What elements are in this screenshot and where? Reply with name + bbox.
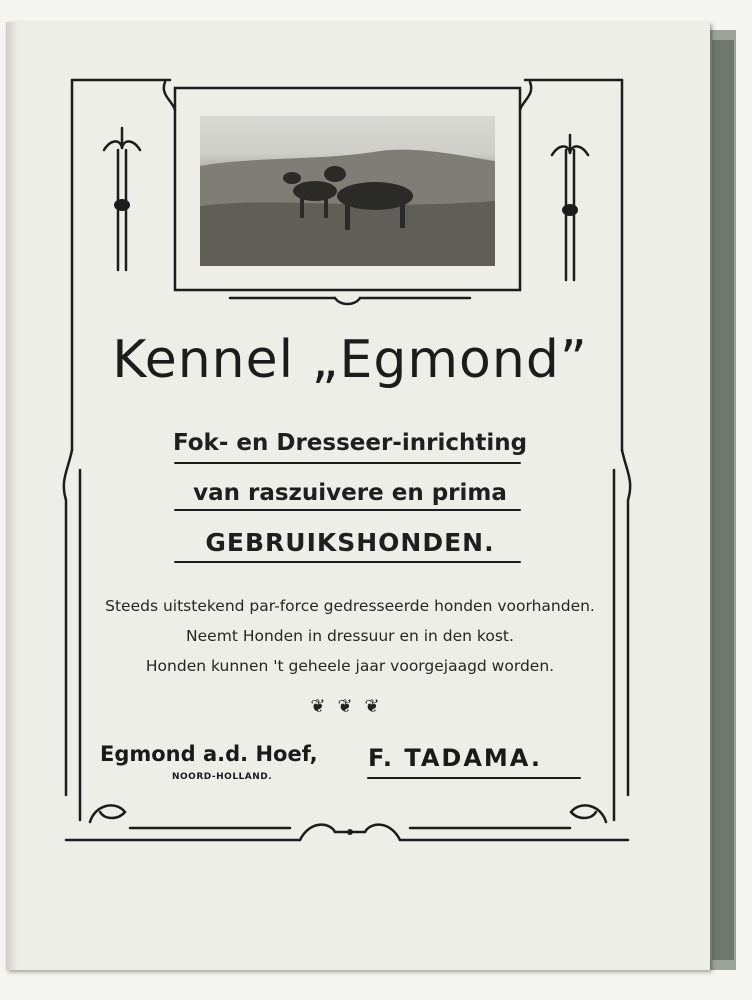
- body-line: Steeds uitstekend par-force gedresseerde honden voorhanden.: [105, 597, 595, 615]
- hunting-dogs-photo: [200, 116, 495, 266]
- subtitle-breeding: Fok- en Dresseer-inrichting: [172, 430, 528, 456]
- address-region: NOORD-HOLLAND.: [172, 772, 273, 782]
- dogs-landscape-illustration: [200, 116, 495, 266]
- body-line: Neemt Honden in dressuur en in den kost.: [186, 627, 514, 645]
- owner-name: F. TADAMA.: [368, 744, 542, 772]
- kennel-title: Kennel „Egmond”: [112, 330, 588, 390]
- subtitle-quality: van raszuivere en prima: [193, 480, 507, 506]
- leaf-ornaments: ❦❦❦: [310, 696, 392, 717]
- subtitle-working-dogs: GEBRUIKSHONDEN.: [205, 528, 495, 557]
- body-line: Honden kunnen 't geheele jaar voorgejaagd worden.: [145, 657, 555, 675]
- address-place: Egmond a.d. Hoef,: [100, 742, 318, 766]
